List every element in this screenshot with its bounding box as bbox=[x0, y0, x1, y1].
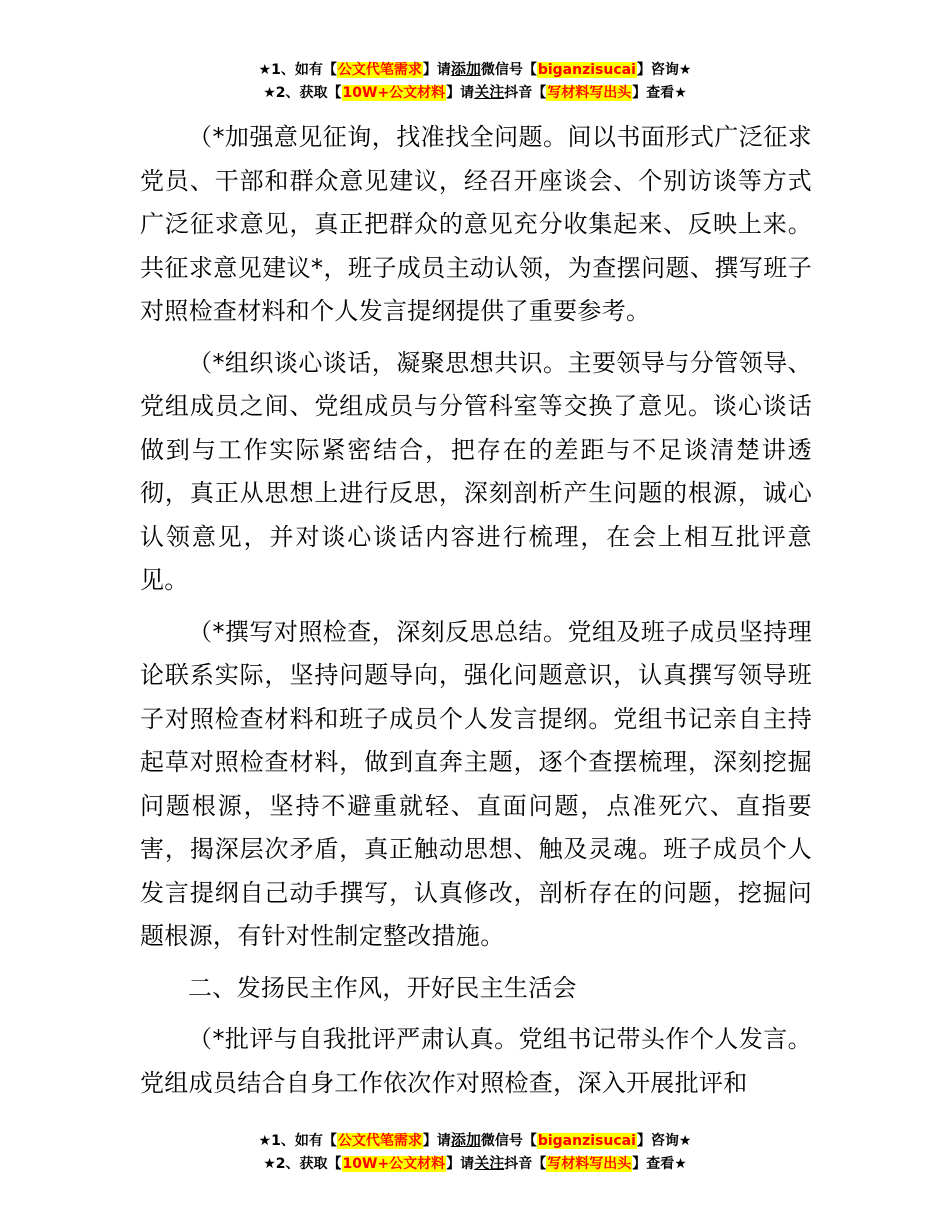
banner-highlight: 公文代笔需求 bbox=[337, 62, 422, 78]
document-body bbox=[140, 116, 812, 1113]
banner-text: 抖音【 bbox=[504, 1156, 547, 1172]
banner-text: 微信号【 bbox=[480, 1133, 537, 1149]
banner-text: ★2、获取【 bbox=[263, 85, 342, 101]
banner-line-2 bbox=[0, 1152, 950, 1175]
paragraph-3: （*撰写对照检查，深刻反思总结。党组及班子成员坚持理论联系实际，坚持问题导向，强化问题意识，认真撰写领导班子对照检查材料和班子成员个人发言提纲。党组书记亲自主持起草对照检查材料，做到直奔主题，逐个查摆梳理，深刻挖掘问题根源，坚持不避重就轻、直面问题，点准死穴、直指要害，揭深层次矛盾，真正触动思想、触及灵魂。班子成员个人发言提纲自己动手撰写，认真修改，剖析存在的问题，挖掘问题根源，有针对性制定整改措施。 bbox=[140, 617, 812, 950]
banner-text: ★1、如有【 bbox=[258, 1133, 337, 1149]
section-heading: 二、发扬民主作风，开好民主生活会 bbox=[188, 973, 577, 1002]
banner-highlight: 10W+公文材料 bbox=[342, 1156, 446, 1172]
footer-banner bbox=[0, 1129, 950, 1175]
banner-text: 】请 bbox=[446, 1156, 475, 1172]
banner-text: 】咨询★ bbox=[636, 62, 692, 78]
banner-text: ★1、如有【 bbox=[258, 62, 337, 78]
banner-text: 】请 bbox=[422, 62, 451, 78]
banner-text: 微信号【 bbox=[480, 62, 537, 78]
banner-highlight: 10W+公文材料 bbox=[342, 85, 446, 101]
banner-text: 】查看★ bbox=[632, 85, 687, 101]
banner-highlight: biganzisucai bbox=[537, 62, 636, 78]
paragraph-1: （*加强意见征询，找准找全问题。间以书面形式广泛征求党员、干部和群众意见建议，经召开座谈会、个别访谈等方式广泛征求意见，真正把群众的意见充分收集起来、反映上来。共征求意见建议*，班子成员主动认领，为查摆问题、撰写班子对照检查材料和个人发言提纲提供了重要参考。 bbox=[140, 123, 812, 325]
banner-text: 】请 bbox=[422, 1133, 451, 1149]
banner-underline: 添加 bbox=[450, 1131, 481, 1149]
banner-line-1 bbox=[0, 1129, 950, 1152]
banner-text: 】查看★ bbox=[632, 1156, 687, 1172]
paragraph-2: （*组织谈心谈话，凝聚思想共识。主要领导与分管领导、党组成员之间、党组成员与分管科室等交换了意见。谈心谈话做到与工作实际紧密结合，把存在的差距与不足谈清楚讲透彻，真正从思想上进行反思，深刻剖析产生问题的根源，诚心认领意见，并对谈心谈话内容进行梳理，在会上相互批评意见。 bbox=[140, 348, 812, 594]
banner-highlight: 写材料写出头 bbox=[547, 85, 632, 101]
banner-text: 抖音【 bbox=[504, 85, 547, 101]
banner-highlight: 写材料写出头 bbox=[547, 1156, 632, 1172]
banner-underline: 关注 bbox=[474, 83, 505, 101]
banner-text: 】咨询★ bbox=[636, 1133, 692, 1149]
banner-highlight: 公文代笔需求 bbox=[337, 1133, 422, 1149]
header-banner bbox=[0, 58, 950, 104]
banner-text: ★2、获取【 bbox=[263, 1156, 342, 1172]
banner-line-1 bbox=[0, 58, 950, 81]
banner-highlight: biganzisucai bbox=[537, 1133, 636, 1149]
banner-line-2 bbox=[0, 81, 950, 104]
banner-text: 】请 bbox=[446, 85, 475, 101]
paragraph-4: （*批评与自我批评严肃认真。党组书记带头作个人发言。党组成员结合自身工作依次作对照检查，深入开展批评和 bbox=[140, 1025, 812, 1097]
banner-underline: 添加 bbox=[450, 60, 481, 78]
banner-underline: 关注 bbox=[474, 1154, 505, 1172]
